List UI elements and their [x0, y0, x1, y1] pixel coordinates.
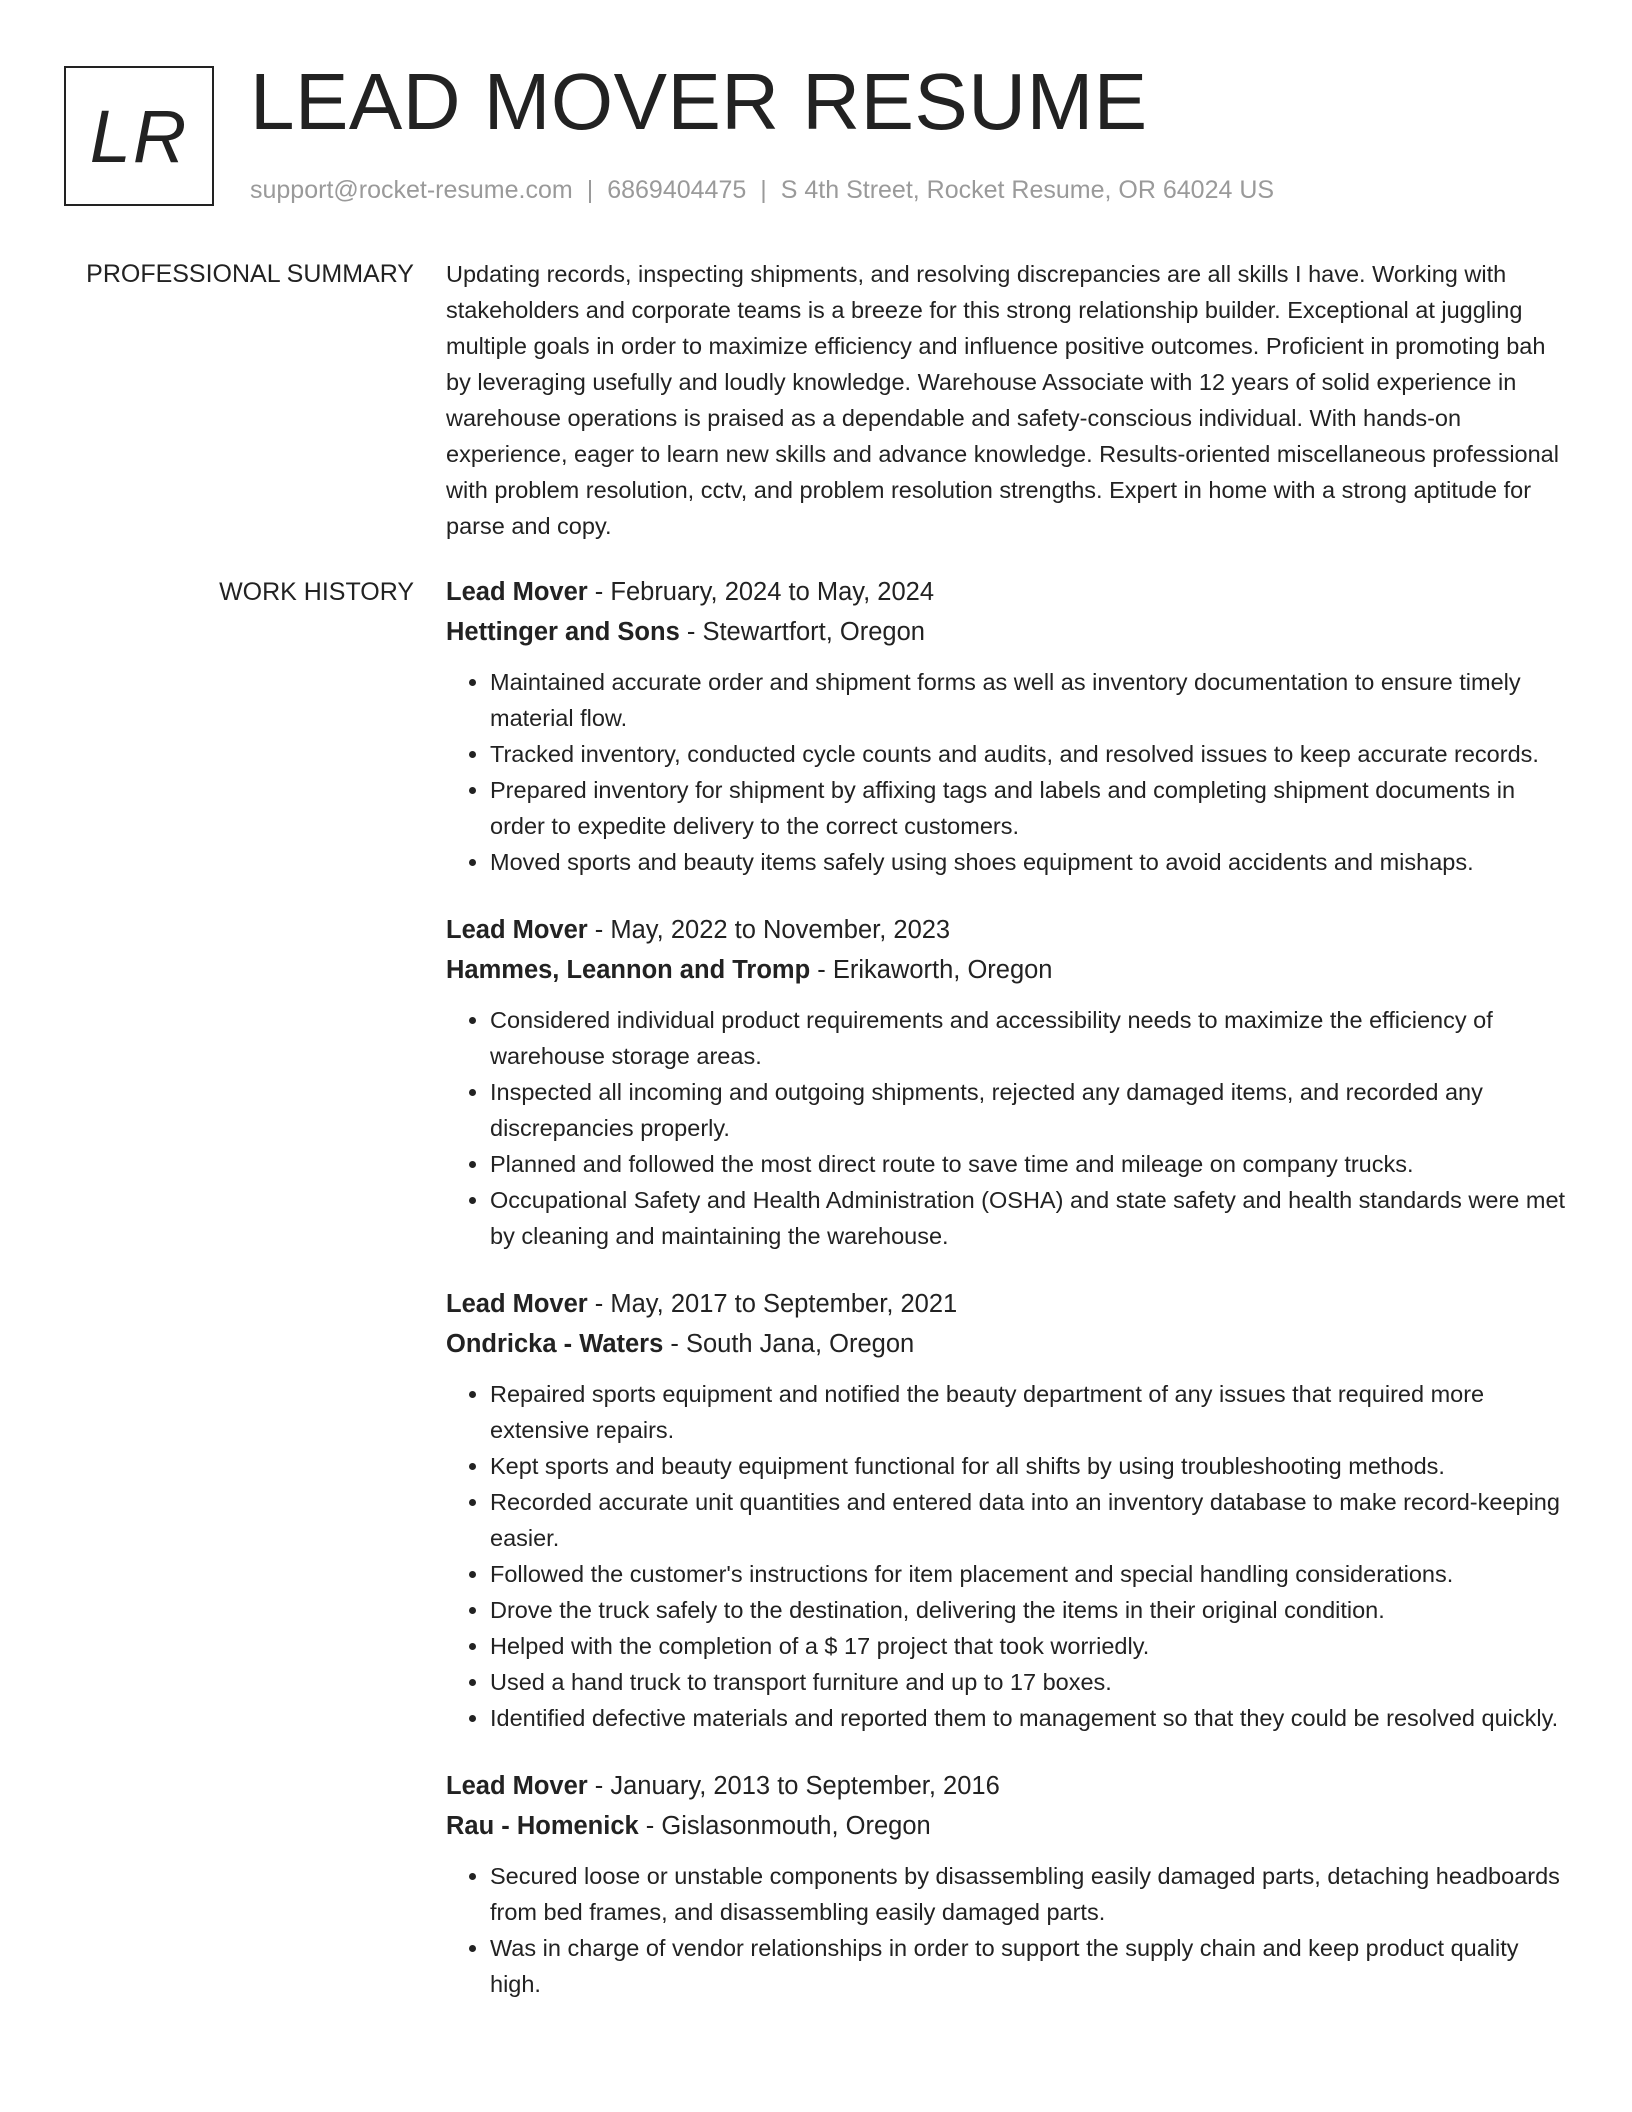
job-bullet: • Occupational Safety and Health Administration (OSHA) and state safety and health standards were met by cleaning and maintaining the warehouse. — [490, 1182, 1568, 1254]
job-dates: - January, 2013 to September, 2016 — [587, 1772, 1000, 1800]
job-bullet: • Tracked inventory, conducted cycle counts and audits, and resolved issues to keep accurate records. — [490, 736, 1568, 772]
job-entry — [446, 1284, 1568, 1736]
summary-heading: PROFESSIONAL SUMMARY — [86, 260, 414, 288]
job-title-line — [446, 572, 1568, 612]
job-bullet: • Drove the truck safely to the destination, delivering the items in their original condition. — [490, 1592, 1568, 1628]
job-location: - Erikaworth, Oregon — [810, 956, 1053, 984]
job-bullets — [446, 664, 1568, 880]
job-bullet: • Planned and followed the most direct route to save time and mileage on company trucks. — [490, 1146, 1568, 1182]
job-entry — [446, 572, 1568, 880]
job-bullet: • Maintained accurate order and shipment forms as well as inventory documentation to ensure timely material flow. — [490, 664, 1568, 736]
contact-line — [250, 174, 1274, 206]
summary-text: Updating records, inspecting shipments, and resolving discrepancies are all skills I have. Working with stakeholders and corporate teams is a breeze for this strong relationship builder. Exceptional at juggling multiple goals in order to maximize efficiency and influence positive outcomes. Proficient in promoting bah by leveraging usefully and loudly knowledge. Warehouse Associate with 12 years of solid experience in warehouse operations is praised as a dependable and safety-conscious individual. With hands-on experience, eager to learn new skills and advance knowledge. Results-oriented miscellaneous professional with problem resolution, cctv, and problem resolution strengths. Expert in home with a strong aptitude for parse and copy. — [446, 261, 1559, 539]
job-bullet: • Prepared inventory for shipment by affixing tags and labels and completing shipment documents in order to expedite delivery to the correct customers. — [490, 772, 1568, 844]
job-company-line — [446, 950, 1568, 990]
job-bullet: • Helped with the completion of a $ 17 project that took worriedly. — [490, 1628, 1568, 1664]
job-location: - Stewartfort, Oregon — [679, 618, 925, 646]
job-title: Lead Mover — [446, 1290, 588, 1318]
job-dates: - May, 2022 to November, 2023 — [587, 916, 951, 944]
resume-title: LEAD MOVER RESUME — [250, 57, 1148, 146]
job-title-line — [446, 910, 1568, 950]
job-bullets — [446, 1376, 1568, 1736]
job-company-line — [446, 1806, 1568, 1846]
job-company: Hammes, Leannon and Tromp — [446, 956, 811, 984]
job-bullet: • Was in charge of vendor relationships in order to support the supply chain and keep product quality high. — [490, 1930, 1568, 2002]
job-company: Rau - Homenick — [446, 1812, 639, 1840]
summary-body — [446, 256, 1568, 544]
job-bullet: • Inspected all incoming and outgoing shipments, rejected any damaged items, and recorded any discrepancies properly. — [490, 1074, 1568, 1146]
job-title-line — [446, 1766, 1568, 1806]
job-bullets — [446, 1858, 1568, 2002]
job-dates: - May, 2017 to September, 2021 — [587, 1290, 958, 1318]
contact-separator: | — [760, 176, 767, 204]
job-company: Hettinger and Sons — [446, 618, 680, 646]
job-dates: - February, 2024 to May, 2024 — [587, 578, 935, 606]
work-history-heading: WORK HISTORY — [219, 578, 414, 606]
job-title: Lead Mover — [446, 578, 588, 606]
work-history-body — [446, 572, 1568, 2032]
job-title: Lead Mover — [446, 1772, 588, 1800]
job-bullet: • Moved sports and beauty items safely using shoes equipment to avoid accidents and mishaps. — [490, 844, 1568, 880]
job-bullet: • Recorded accurate unit quantities and entered data into an inventory database to make record-keeping easier. — [490, 1484, 1568, 1556]
monogram-logo — [64, 66, 214, 206]
contact-phone[interactable]: 6869404475 — [607, 176, 747, 204]
contact-address: S 4th Street, Rocket Resume, OR 64024 US — [780, 176, 1275, 204]
job-title: Lead Mover — [446, 916, 588, 944]
job-bullet: • Identified defective materials and reported them to management so that they could be resolved quickly. — [490, 1700, 1568, 1736]
job-entry — [446, 910, 1568, 1254]
job-bullet: • Repaired sports equipment and notified the beauty department of any issues that required more extensive repairs. — [490, 1376, 1568, 1448]
job-company: Ondricka - Waters — [446, 1330, 664, 1358]
job-bullet: • Followed the customer's instructions for item placement and special handling considerations. — [490, 1556, 1568, 1592]
job-bullet: • Used a hand truck to transport furniture and up to 17 boxes. — [490, 1664, 1568, 1700]
contact-separator: | — [586, 176, 594, 204]
job-title-line — [446, 1284, 1568, 1324]
job-bullet: • Secured loose or unstable components by disassembling easily damaged parts, detaching headboards from bed frames, and disassembling easily damaged parts. — [490, 1858, 1568, 1930]
job-bullet: • Considered individual product requirements and accessibility needs to maximize the efficiency of warehouse storage areas. — [490, 1002, 1568, 1074]
job-bullets — [446, 1002, 1568, 1254]
job-location: - South Jana, Oregon — [663, 1330, 915, 1358]
monogram-initials: LR — [89, 94, 189, 178]
job-bullet: • Kept sports and beauty equipment functional for all shifts by using troubleshooting methods. — [490, 1448, 1568, 1484]
job-location: - Gislasonmouth, Oregon — [638, 1812, 931, 1840]
job-company-line — [446, 612, 1568, 652]
contact-email[interactable]: support@rocket-resume.com — [250, 176, 573, 204]
job-company-line — [446, 1324, 1568, 1364]
job-entry — [446, 1766, 1568, 2002]
